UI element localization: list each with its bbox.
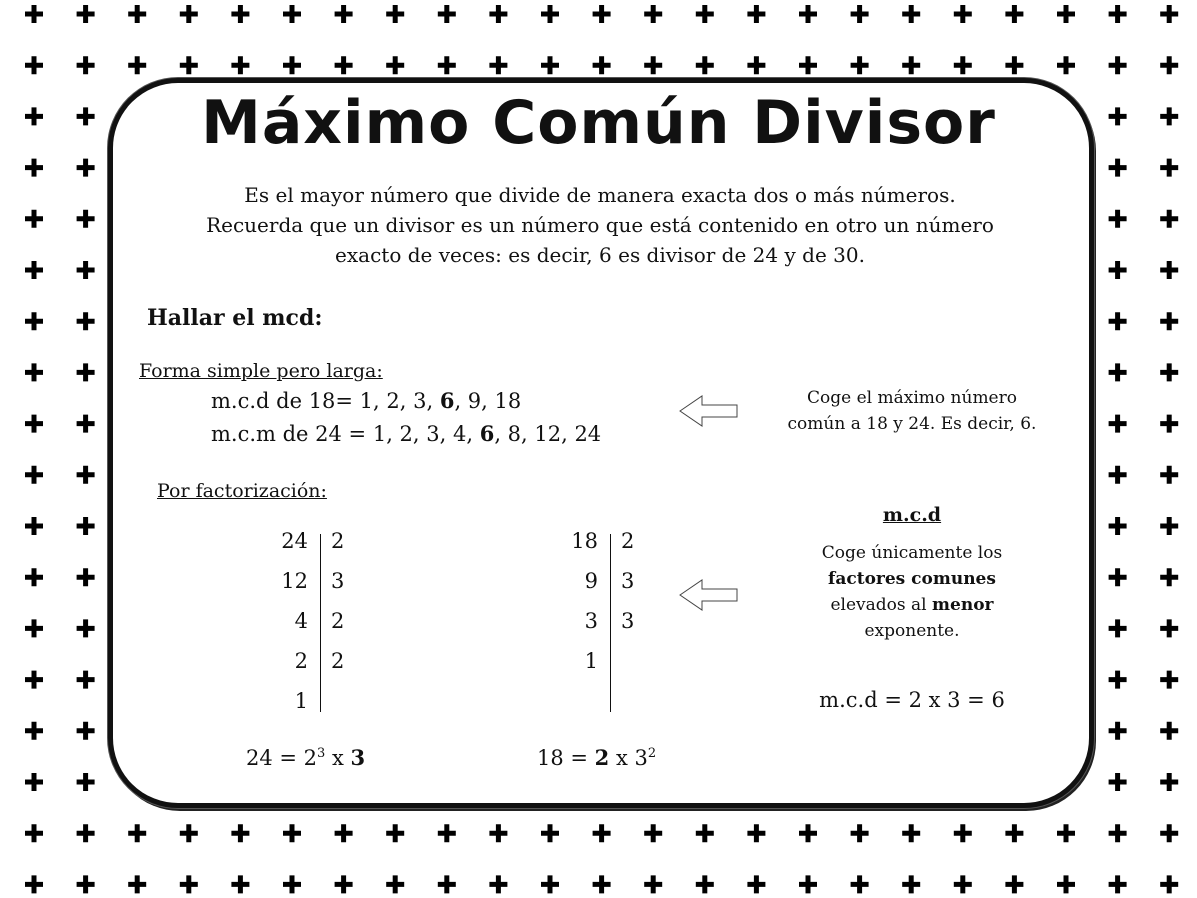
plus-icon xyxy=(851,824,869,842)
plus-icon xyxy=(1160,415,1178,433)
plus-icon xyxy=(25,159,43,177)
factor-left-number: 2 xyxy=(294,649,308,673)
plus-icon xyxy=(1160,568,1178,586)
plus-icon xyxy=(1109,159,1127,177)
plus-icon xyxy=(902,824,920,842)
plus-icon xyxy=(1109,261,1127,279)
intro-line-2: Recuerda que un divisor es un número que está contenido en otro un número xyxy=(206,213,994,237)
result-18-mid: x 3 xyxy=(609,746,648,770)
plus-icon xyxy=(489,56,507,74)
plus-icon xyxy=(1109,875,1127,893)
factor-right-divider xyxy=(610,534,611,712)
plus-icon xyxy=(489,875,507,893)
result-18-prefix: 18 = xyxy=(537,746,595,770)
result-24-mid: x xyxy=(325,746,351,770)
plus-icon xyxy=(902,56,920,74)
plus-icon xyxy=(747,5,765,23)
mcd-rule-title: m.c.d xyxy=(882,504,942,526)
plus-icon xyxy=(77,619,95,637)
plus-icon xyxy=(593,5,611,23)
plus-icon xyxy=(77,56,95,74)
result-24-prefix: 24 = 2 xyxy=(246,746,318,770)
plus-icon xyxy=(1005,56,1023,74)
plus-icon xyxy=(799,56,817,74)
plus-icon xyxy=(747,824,765,842)
plus-icon xyxy=(386,5,404,23)
plus-icon xyxy=(747,56,765,74)
divisors-18-prefix: m.c.d de 18= 1, 2, 3, xyxy=(211,389,440,413)
plus-icon xyxy=(1160,619,1178,637)
plus-icon xyxy=(25,415,43,433)
plus-icon xyxy=(25,773,43,791)
factor-left-number: 4 xyxy=(294,609,308,633)
plus-icon xyxy=(77,517,95,535)
factor-left-divider xyxy=(320,534,321,712)
plus-icon xyxy=(1160,875,1178,893)
plus-icon xyxy=(1057,56,1075,74)
plus-icon xyxy=(1109,415,1127,433)
plus-icon xyxy=(77,568,95,586)
plus-icon xyxy=(1057,824,1075,842)
plus-icon xyxy=(1057,5,1075,23)
factor-right-number: 18 xyxy=(571,529,598,553)
plus-icon xyxy=(77,159,95,177)
plus-icon xyxy=(25,210,43,228)
plus-icon xyxy=(386,56,404,74)
plus-icon xyxy=(25,568,43,586)
divisors-18-suffix: , 9, 18 xyxy=(454,389,522,413)
plus-icon xyxy=(128,5,146,23)
plus-icon xyxy=(799,875,817,893)
factor-left-number: 24 xyxy=(281,529,308,553)
plus-icon xyxy=(386,824,404,842)
plus-icon xyxy=(180,824,198,842)
plus-icon xyxy=(231,56,249,74)
plus-icon xyxy=(25,824,43,842)
divisors-18-highlight: 6 xyxy=(439,388,455,413)
plus-icon xyxy=(1109,517,1127,535)
plus-icon xyxy=(77,773,95,791)
factor-left-number: 12 xyxy=(281,569,308,593)
plus-icon xyxy=(77,671,95,689)
plus-icon xyxy=(1005,824,1023,842)
plus-icon xyxy=(335,875,353,893)
plus-icon xyxy=(438,875,456,893)
plus-icon xyxy=(283,875,301,893)
plus-icon xyxy=(77,261,95,279)
plus-icon xyxy=(25,466,43,484)
plus-icon xyxy=(25,671,43,689)
factor-left-prime: 2 xyxy=(331,649,345,673)
plus-icon xyxy=(283,824,301,842)
plus-icon xyxy=(335,5,353,23)
plus-icon xyxy=(851,56,869,74)
plus-icon xyxy=(644,56,662,74)
plus-icon xyxy=(231,824,249,842)
plus-icon xyxy=(335,56,353,74)
plus-icon xyxy=(1109,466,1127,484)
plus-icon xyxy=(283,56,301,74)
plus-icon xyxy=(180,875,198,893)
plus-icon xyxy=(25,363,43,381)
mcd-rule-line-3-bold: menor xyxy=(932,595,994,615)
plus-icon xyxy=(1160,159,1178,177)
mcd-rule-line-2: factores comunes xyxy=(828,569,996,589)
plus-icon xyxy=(489,824,507,842)
factor-left-prime: 2 xyxy=(331,609,345,633)
plus-icon xyxy=(180,5,198,23)
mcd-rule-line-1: Coge únicamente los xyxy=(821,543,1003,563)
plus-icon xyxy=(593,56,611,74)
plus-icon xyxy=(128,56,146,74)
plus-icon xyxy=(1109,568,1127,586)
divisors-24-suffix: , 8, 12, 24 xyxy=(494,422,602,446)
result-18-bold: 2 xyxy=(594,745,610,770)
factor-right-prime: 3 xyxy=(621,569,635,593)
mcd-rule xyxy=(752,502,1072,644)
plus-icon xyxy=(231,5,249,23)
plus-icon xyxy=(902,5,920,23)
plus-icon xyxy=(1109,722,1127,740)
plus-icon xyxy=(25,875,43,893)
factorization-result-18 xyxy=(537,745,656,770)
factor-right-number: 3 xyxy=(584,609,598,633)
factorization-result-24 xyxy=(246,745,365,770)
plus-icon xyxy=(77,415,95,433)
divisors-24-highlight: 6 xyxy=(479,421,495,446)
plus-icon xyxy=(77,210,95,228)
plus-icon xyxy=(954,5,972,23)
plus-icon xyxy=(77,722,95,740)
plus-icon xyxy=(851,875,869,893)
factor-left-prime: 3 xyxy=(331,569,345,593)
simple-method-label: Forma simple pero larga: xyxy=(139,360,383,382)
plus-icon xyxy=(1160,56,1178,74)
plus-icon xyxy=(128,824,146,842)
plus-icon xyxy=(438,824,456,842)
plus-icon xyxy=(1109,56,1127,74)
plus-icon xyxy=(1109,824,1127,842)
simple-method-note xyxy=(752,385,1072,437)
factor-right-prime: 3 xyxy=(621,609,635,633)
plus-icon xyxy=(1109,5,1127,23)
plus-icon xyxy=(1160,5,1178,23)
plus-icon xyxy=(1160,722,1178,740)
plus-icon xyxy=(1109,671,1127,689)
plus-icon xyxy=(25,517,43,535)
plus-icon xyxy=(747,875,765,893)
arrow-left-icon xyxy=(678,578,740,612)
factor-left-prime: 2 xyxy=(331,529,345,553)
plus-icon xyxy=(541,5,559,23)
plus-icon xyxy=(25,56,43,74)
arrow-left-icon xyxy=(678,394,740,428)
plus-icon xyxy=(954,824,972,842)
plus-icon xyxy=(696,824,714,842)
plus-icon xyxy=(231,875,249,893)
plus-icon xyxy=(1160,312,1178,330)
plus-icon xyxy=(696,5,714,23)
plus-icon xyxy=(1160,517,1178,535)
plus-icon xyxy=(902,875,920,893)
factorization-label: Por factorización: xyxy=(157,480,327,502)
plus-icon xyxy=(1160,773,1178,791)
simple-note-line-1: Coge el máximo número xyxy=(807,388,1017,408)
factor-right-number: 9 xyxy=(584,569,598,593)
plus-icon xyxy=(489,5,507,23)
plus-icon xyxy=(180,56,198,74)
intro-line-1: Es el mayor número que divide de manera exacta dos o más números. xyxy=(244,183,956,207)
page-title: Máximo Común Divisor xyxy=(201,88,996,158)
plus-icon xyxy=(77,824,95,842)
plus-icon xyxy=(954,875,972,893)
plus-icon xyxy=(25,722,43,740)
factor-left-number: 1 xyxy=(294,689,308,713)
mcd-rule-line-4: exponente. xyxy=(864,621,960,641)
plus-icon xyxy=(593,824,611,842)
plus-icon xyxy=(77,312,95,330)
plus-icon xyxy=(1109,210,1127,228)
plus-icon xyxy=(25,312,43,330)
plus-icon xyxy=(644,824,662,842)
plus-icon xyxy=(1057,875,1075,893)
plus-icon xyxy=(77,875,95,893)
plus-icon xyxy=(799,5,817,23)
plus-icon xyxy=(77,5,95,23)
result-24-exponent: 3 xyxy=(317,746,326,761)
plus-icon xyxy=(1109,312,1127,330)
plus-icon xyxy=(1005,5,1023,23)
plus-icon xyxy=(25,619,43,637)
plus-icon xyxy=(593,875,611,893)
plus-icon xyxy=(25,261,43,279)
plus-icon xyxy=(851,5,869,23)
plus-icon xyxy=(283,5,301,23)
divisors-24-row xyxy=(211,421,601,446)
plus-icon xyxy=(1109,773,1127,791)
divisors-24-prefix: m.c.m de 24 = 1, 2, 3, 4, xyxy=(211,422,480,446)
plus-icon xyxy=(1109,363,1127,381)
factor-right-prime: 2 xyxy=(621,529,635,553)
result-18-exponent: 2 xyxy=(647,746,657,761)
plus-icon xyxy=(696,875,714,893)
plus-icon xyxy=(438,56,456,74)
plus-icon xyxy=(77,466,95,484)
plus-icon xyxy=(77,363,95,381)
plus-icon xyxy=(438,5,456,23)
simple-note-line-2: común a 18 y 24. Es decir, 6. xyxy=(787,414,1037,434)
plus-icon xyxy=(1109,619,1127,637)
plus-icon xyxy=(1160,824,1178,842)
mcd-formula: m.c.d = 2 x 3 = 6 xyxy=(819,688,1005,712)
plus-icon xyxy=(541,875,559,893)
plus-icon xyxy=(541,56,559,74)
plus-icon xyxy=(335,824,353,842)
plus-icon xyxy=(386,875,404,893)
plus-icon xyxy=(128,875,146,893)
divisors-18-row xyxy=(211,388,521,413)
plus-icon xyxy=(1005,875,1023,893)
plus-icon xyxy=(1160,671,1178,689)
plus-icon xyxy=(954,56,972,74)
section-heading: Hallar el mcd: xyxy=(147,305,323,331)
intro-line-3: exacto de veces: es decir, 6 es divisor de 24 y de 30. xyxy=(335,243,865,267)
plus-icon xyxy=(644,875,662,893)
mcd-rule-line-3-prefix: elevados al xyxy=(830,595,933,615)
plus-icon xyxy=(799,824,817,842)
plus-icon xyxy=(25,5,43,23)
plus-icon xyxy=(541,824,559,842)
plus-icon xyxy=(1160,363,1178,381)
plus-icon xyxy=(696,56,714,74)
result-24-bold: 3 xyxy=(350,745,366,770)
plus-icon xyxy=(1160,261,1178,279)
factor-right-number: 1 xyxy=(584,649,598,673)
plus-icon xyxy=(644,5,662,23)
intro-text xyxy=(140,180,1060,270)
plus-icon xyxy=(1160,210,1178,228)
plus-icon xyxy=(1160,466,1178,484)
mcd-rule-line-3 xyxy=(752,592,1072,618)
